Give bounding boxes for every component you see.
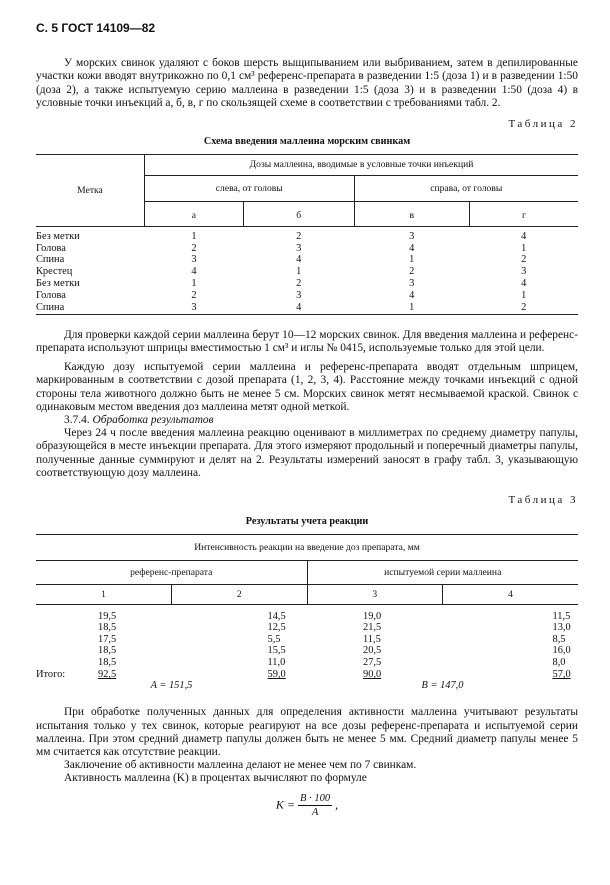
total-label: Итого: [36,669,66,681]
paragraph-activity: Активность маллеина (K) в процентах вычисляют по формуле [64,772,367,785]
table-cell: 5,5 [267,633,281,645]
row-label: Голова [36,242,66,254]
table-cell: 1 [409,254,415,266]
table2-sub-g: г [469,201,578,227]
table-cell: 1 [191,230,197,242]
table-cell: 18,5 [98,657,117,669]
row-label: Голова [36,289,66,301]
table3-col-ref: референс-препарата [36,561,307,585]
total-cell [172,669,308,681]
table-cell: 4 [521,277,527,289]
table-cell: 3 [296,289,302,301]
table-cell: 19,0 [363,610,382,622]
table-cell: 15,5 [267,645,286,657]
table-cell: 4 [409,242,415,254]
section-heading [36,414,578,427]
table3-col-test: испытуемой серии маллеина [307,561,578,585]
total-cell [307,669,443,681]
total-cell [443,669,579,681]
table3-caption: Результаты учета реакции [245,516,369,528]
paragraph-conclusion: Заключение об активности маллеина делают не менее чем по 7 свинкам. [64,759,417,772]
table-cell: 19,5 [98,610,117,622]
totals-row [36,669,578,681]
table-cell: 13,0 [552,622,571,634]
row-label: Крестец [36,266,73,278]
table-row [36,290,578,302]
table-cell: 8,0 [552,657,566,669]
table3-col-intensity: Интенсивность реакции на введение доз препарата, мм [36,535,578,561]
table-row [36,278,578,290]
table-row [36,243,578,255]
formula-fraction [298,792,332,819]
table-cell: 4 [296,301,302,313]
table-cell: 21,5 [363,622,382,634]
table3-sub-3: 3 [307,584,443,605]
table2-col-doses: Дозы маллеина, вводимые в условные точки инъекций [145,155,579,176]
table-cell: 2 [191,242,197,254]
paragraph-syringes: Для проверки каждой серии маллеина берут 10—12 морских свинок. Для введения маллеина и референс-препарата используют шприцы вместимостью 1 см³ и иглы № 0415, используемые только для этой цели. [36,328,578,354]
table-cell: 20,5 [363,645,382,657]
table-cell: 4 [191,266,197,278]
table-row [36,611,578,623]
row-label: Без метки [36,277,80,289]
table-cell: 1 [521,289,527,301]
table3-label: Таблица 3 [508,494,578,507]
table-cell: 16,0 [552,645,571,657]
formula [36,792,578,819]
table-cell: 3 [521,266,527,278]
table-row [36,267,578,279]
table2-label: Таблица 2 [508,118,578,131]
table-cell: 4 [296,254,302,266]
row-label: Спина [36,301,65,313]
table-cell: 4 [409,289,415,301]
table-cell: 2 [409,266,415,278]
table-row [36,255,578,267]
table-row [36,231,578,243]
paragraph-evaluation: Через 24 ч после введения маллеина реакцию оценивают в миллиметрах по среднему диаметру папулы, образующейся в месте инъекции препарата. Для этого измеряют продольный и поперечный диаметры папулы, полученные данные суммируют и делят на 2. Результаты измерений заносят в графу табл. 3, указывающую соответствующую дозу маллеина. [36,427,578,479]
table-row [36,658,578,670]
table-cell: 2 [191,289,197,301]
sums-row [36,681,578,693]
table-cell: 3 [191,301,197,313]
table-cell: 1 [521,242,527,254]
table-row [36,646,578,658]
total-1: 92,5 [98,669,117,681]
table-cell: 17,5 [98,633,117,645]
table-cell: 3 [191,254,197,266]
table-cell: 11,5 [363,633,381,645]
formula-tail: , [335,797,339,812]
row-label: Спина [36,254,65,266]
table-cell: 14,5 [267,610,286,622]
table2-col-right: справа, от головы [354,176,578,202]
formula-numerator: B · 100 [298,792,332,806]
section-title: Обработка результатов [92,414,214,426]
table3-sub-1: 1 [36,584,172,605]
table-cell: 4 [521,230,527,242]
formula-denominator: A [311,806,319,818]
table-cell: 2 [296,230,302,242]
table2-sub-v: в [354,201,469,227]
section-number: 3.7.4. [64,414,90,426]
table-cell: 3 [409,230,415,242]
table-cell: 1 [409,301,415,313]
paragraph-processing: При обработке полученных данных для определения активности маллеина учитывают результаты испытания только у тех свинок, которые реагируют на все дозы референс-препарата и испытуемой серии маллеина. При этом средний диаметр папулы должен быть не менее 5 мм. Средний диаметр папулы менее 5 мм считается как отсутствие реакции. [36,706,578,758]
sum-a: A = 151,5 [150,680,193,692]
table-cell: 2 [521,301,527,313]
total-4: 57,0 [552,669,571,681]
table-row [36,623,578,635]
total-cell [36,669,172,681]
table-cell: 12,5 [267,622,286,634]
table2-col-left: слева, от головы [145,176,355,202]
table2-sub-b: б [243,201,354,227]
table-cell: 11,5 [552,610,571,622]
total-2: 59,0 [267,669,286,681]
table-cell: 3 [409,277,415,289]
table2-caption: Схема введения маллеина морским свинкам [203,136,411,148]
table-cell: 2 [521,254,527,266]
formula-lhs: K = [275,797,296,812]
table-cell: 11,0 [267,657,286,669]
table2-col-metka: Метка [36,155,145,227]
intro-paragraph: У морских свинок удаляют с боков шерсть выщипыванием или выбриванием, затем в депилированные участки кожи вводят внутрикожно по 0,1 см³ референс-препарата в разведении 1:5 (доза 1) и в разведении 1:50 (доза 2), а также испытуемую серию маллеина в разведении 1:5 (доза 3) и в разведении 1:50 (доза 4) в условные точки инъекций а, б, в, г по скользящей схеме в соответствии с требованиями табл. 2. [36,57,578,109]
table-cell: 18,5 [98,645,117,657]
sum-b: B = 147,0 [421,680,464,692]
table-cell: 8,5 [552,633,566,645]
table-cell: 18,5 [98,622,117,634]
table-row [36,634,578,646]
table-cell: 3 [296,242,302,254]
table2 [36,154,578,314]
table-row [36,302,578,314]
table3 [36,534,578,692]
table-cell: 1 [296,266,302,278]
table-cell: 2 [296,277,302,289]
table2-sub-a: а [145,201,244,227]
table-cell: 27,5 [363,657,382,669]
page-header: С. 5 ГОСТ 14109—82 [36,21,156,35]
table3-sub-2: 2 [172,584,308,605]
total-3: 90,0 [363,669,382,681]
paragraph-marking: Каждую дозу испытуемой серии маллеина и референс-препарата вводят отдельным шприцем, маркированным в соответствии с дозой препарата (1, 2, 3, 4). Расстояние между точками инъекций с одной стороны тела животного должно быть не менее 5 см. Морских свинок метят несмываемой краской. Свинок с одинаковым местом введения доз маллеина метят одной меткой. [36,361,578,413]
table3-sub-4: 4 [443,584,579,605]
row-label: Без метки [36,230,80,242]
table-cell: 1 [191,277,197,289]
